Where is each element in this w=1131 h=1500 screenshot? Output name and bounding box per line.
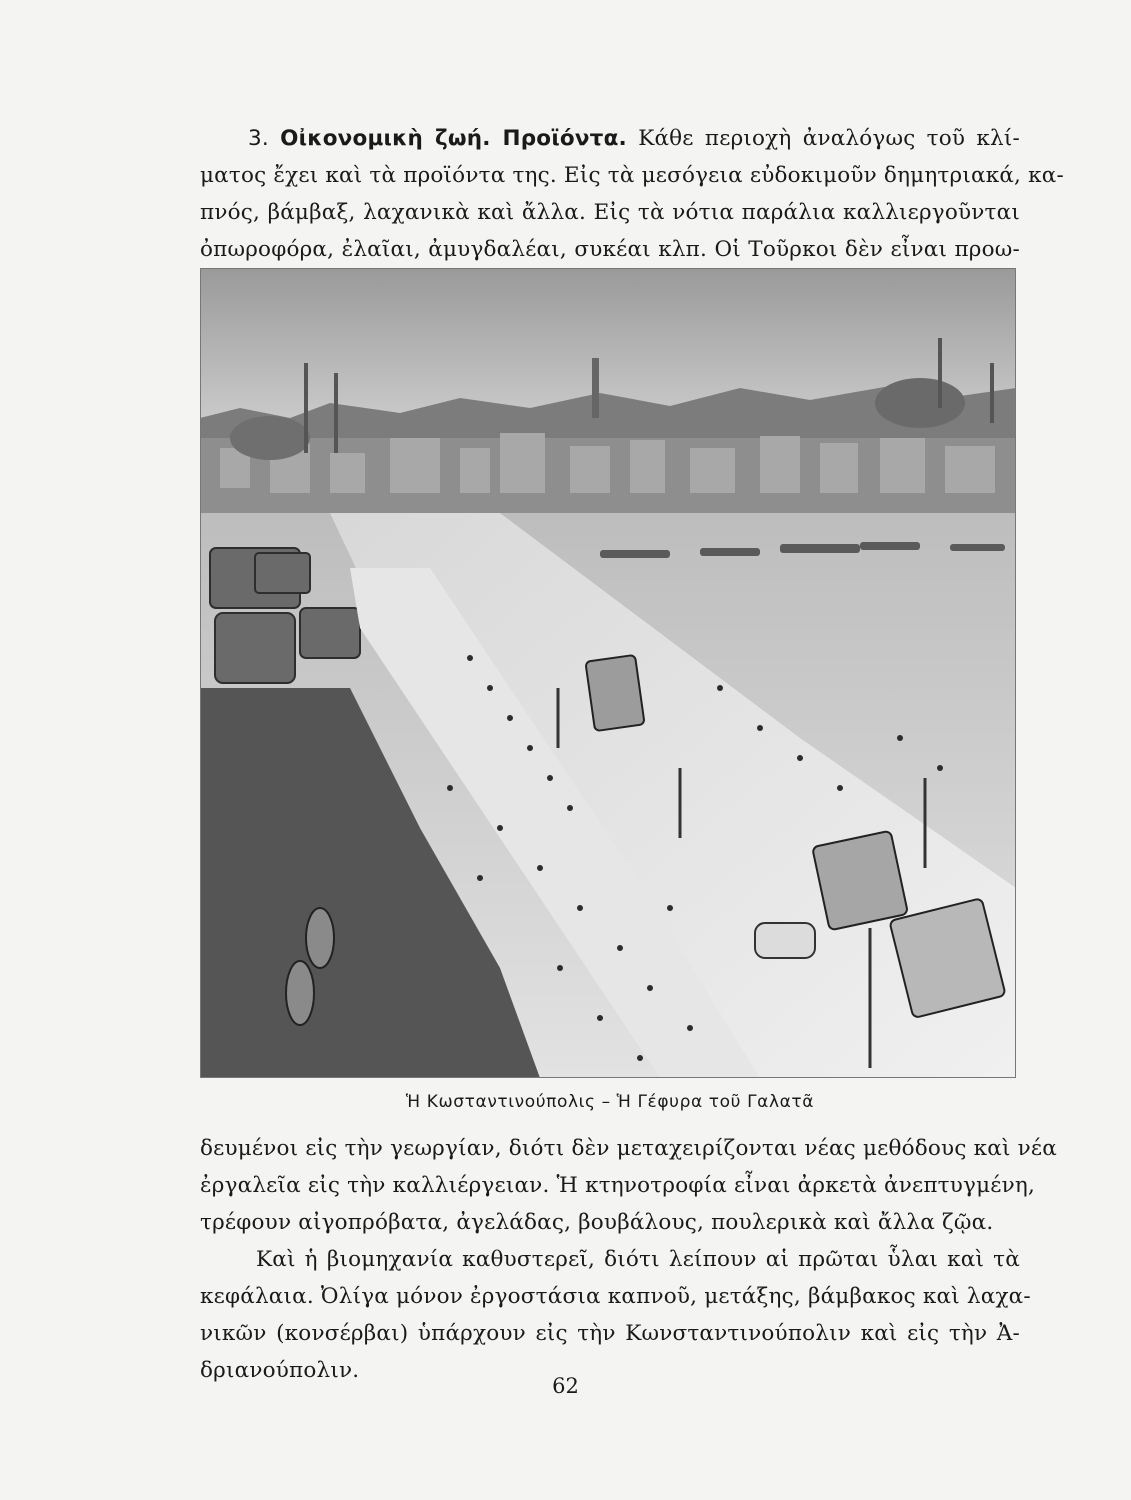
paragraph-line: Κάθε περιοχὴ ἀναλόγως τοῦ κλί-	[638, 126, 1020, 151]
paragraph-line: τρέφουν αἰγοπρόβατα, ἀγελάδας, βουβάλους, πουλερικὰ καὶ ἄλλα ζῷα.	[200, 1210, 994, 1235]
paragraph-line: κεφάλαια. Ὀλίγα μόνον ἐργοστάσια καπνοῦ, μετάξης, βάμβακος καὶ λαχα-	[200, 1284, 1031, 1309]
paragraph-line: ὀπωροφόρα, ἐλαῖαι, ἀμυγδαλέαι, συκέαι κλπ. Οἱ Τοῦρκοι δὲν εἶναι προω-	[200, 237, 1020, 262]
paragraph-line: πνός, βάμβαξ, λαχανικὰ καὶ ἄλλα. Εἰς τὰ νότια παράλια καλλιεργοῦνται	[200, 200, 1020, 225]
section-title: Οἰκονομικὴ ζωή. Προϊόντα.	[280, 126, 627, 151]
paragraph-line: νικῶν (κονσέρβαι) ὑπάρχουν εἰς τὴν Κωνσταντινούπολιν καὶ εἰς τὴν Ἀ-	[200, 1321, 1020, 1346]
photo-caption: Ἡ Κωσταντινούπολις – Ἡ Γέφυρα τοῦ Γαλατᾶ	[405, 1092, 815, 1112]
section-number: 3.	[248, 126, 269, 151]
bridge-photo-illustration	[200, 268, 1016, 1078]
heading-line	[200, 120, 1020, 157]
paragraph-line: δευμένοι εἰς τὴν γεωργίαν, διότι δὲν μεταχειρίζονται νέας μεθόδους καὶ νέα	[200, 1136, 1057, 1161]
paragraph-line: ματος ἔχει καὶ τὰ προϊόντα της. Εἰς τὰ μεσόγεια εὐδοκιμοῦν δημητριακά, κα-	[200, 163, 1064, 188]
continuation-paragraph	[200, 1130, 1057, 1241]
industry-paragraph	[200, 1241, 1031, 1389]
paragraph-line: Καὶ ἡ βιομηχανία καθυστερεῖ, διότι λείπουν αἱ πρῶται ὗλαι καὶ τὰ	[256, 1247, 1020, 1272]
galata-bridge-photo	[200, 268, 1016, 1078]
section-paragraph	[200, 120, 1064, 268]
page-number: 62	[552, 1374, 579, 1398]
paragraph-line: δριανούπολιν.	[200, 1358, 360, 1383]
paragraph-line: ἐργαλεῖα εἰς τὴν καλλιέργειαν. Ἡ κτηνοτροφία εἶναι ἀρκετὰ ἀνεπτυγμένη,	[200, 1173, 1035, 1198]
